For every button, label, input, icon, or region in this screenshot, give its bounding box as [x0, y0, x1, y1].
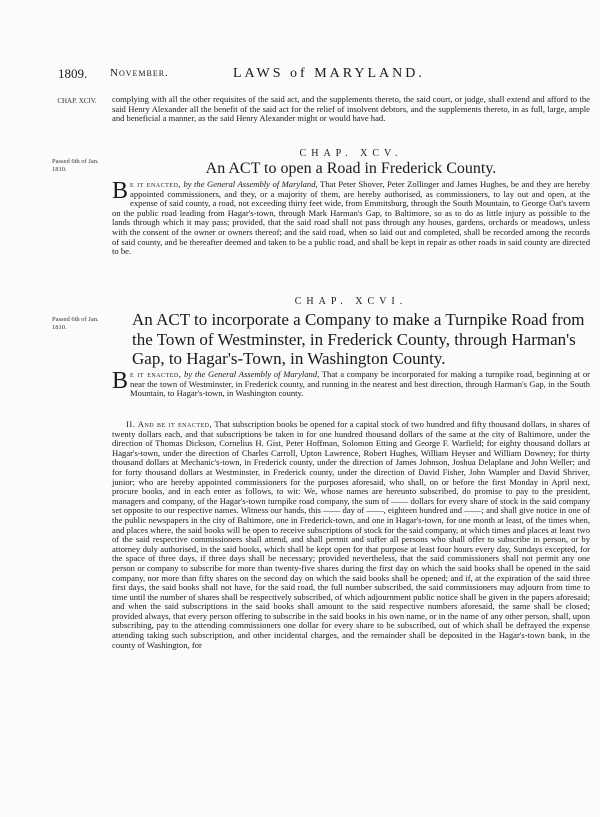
header-month: November.	[110, 67, 169, 79]
chap95-margin-note: Passed 6th of Jan. 1810.	[52, 158, 99, 173]
chap96-section2-text: That subscription books be opened for a capital stock of two hundred and fifty thousand dollars, in shares of twenty dollars each, and that subscriptions be taken in for one hundred thousand dollars of the same at the city of Baltimore, under the direction of Thomas Dickson, Cornelius H. Gist, Peter Hoffman, Solomon Etting and George F. Warfield; for eighty thousand dollars at Hagar's-town, under the direction of Charles Carroll, Upton Lawrence, Robert Hughes, William Heyser and William Downey; for thirty thousand dollars at Mechanic's-town, in Frederick county, under the direction of James Johnson, Joshua Delaplane and John Weller; and for forty thousand dollars at Westminster, in Frederick county, under the direction of David Fisher, John Wampler and David Shriver, junior; who are hereby appointed commissioners for the purposes aforesaid, who shall, on or before the first Monday in April next, procure books, and in each enter as follows, to wit: We, whose names are hereunto subscribed, do promise to pay to the president, managers and company, of the Hagar's-town turnpike road company, the sum of —— dollars for every share of stock in the said company set opposite to our respective names. Witness our hands, this —— day of ——, eighteen hundred and ——; and shall give notice in one of the public newspapers in the city of Baltimore, one in Frederick-town, and one in Hagar's-town, for one month at least, of the times when, and places where, the said books will be open to receive subscriptions of stock for the said company, at which times and places at least two of the said respective commissioners shall attend, and shall permit and suffer all persons who shall offer to subscribe in person, or by attorney duly authorised, in the said books, which shall be kept open for that purpose at least four hours every day, Sundays excepted, for the space of three days, if three days shall be necessary; provided nevertheless, that the said commissioners shall not permit any one person or company to subscribe for more than twenty-five shares during the first day on which the said books shall be opened in the said company, nor more than fifty shares on the second day on which the said books shall be opened; and if, at the expiration of the said three first days, the said books shall not have, for the said road, the full number subscribed, the said commissioners may adjourn from time to time until the number of shares shall be respectively subscribed, of which adjournment public notice shall be given in the papers aforesaid; and when the said subscriptions in the said books shall amount to the said respective numbers aforesaid, the same shall be closed; provided always, that every person offering to subscribe in the said books in his own name, or in the name of any other person, shall, upon subscribing, pay to the attending commissioners one dollar for every share to be subscribed, out of which shall be defrayed the expense attending taking such subscription, and other incidental charges, and the remainder shall be deposited in the Hagar's-town bank, in the county of Washington, for	[112, 419, 590, 650]
chap95-body-text: That Peter Shover, Peter Zollinger and James Hughes, be and they are hereby appointed commissioners, and they, or a majority of them, are hereby authorised, as commissioners, to lay out and open, at the expense of said county, a road, not exceeding thirty feet wide, from Emmitsburg, through the South Mountain, to George Oat's tavern on the public road leading from Hagar's-town, through Mark Harman's Gap, to Baltimore, so as to do as little injury as possible to the lands through which it may pass; provided, that the said road shall not pass through any houses, gardens, orchards or meadows, unless with the consent of the owner or owners thereof; and the said road, when so laid out and completed, shall be recorded among the records of said county, and be thereafter deemed and taken to be a public road, and shall be kept in repair as other roads in said county are directed to be.	[112, 179, 590, 257]
page-header	[58, 66, 578, 88]
chap96-enact-italic: by the General Assembly of Maryland,	[184, 369, 320, 379]
chap96-section2-lead: II. And be it enacted,	[126, 419, 213, 429]
chap94-text: complying with all the other requisites of the said act, and the supplements thereto, the said court, or judge, shall extend and afford to the said Henry Alexander all the benefit of the said act for the relief of insolvent debtors, and the supplements thereto, in as full, large, ample and beneficial a manner, as the said Henry Alexander might or would have had.	[112, 94, 590, 124]
chap95-enact-italic: by the General Assembly of Maryland,	[183, 179, 318, 189]
chap96-dropcap: B	[112, 368, 129, 394]
chap96-title: An ACT to incorporate a Company to make a Turnpike Road from the Town of Westminster, in Frederick County, through Harman's Gap, to Hagar's-Town, in Washington County.	[132, 310, 585, 368]
chap95-body	[112, 180, 590, 257]
chap95-heading: CHAP. XCV.	[299, 148, 403, 159]
chap96-enact-caps: e it enacted,	[130, 369, 182, 379]
chap95-enact-caps: e it enacted,	[130, 179, 181, 189]
chap96-section2	[112, 420, 590, 650]
header-year: 1809.	[58, 66, 88, 81]
chap95-title: An ACT to open a Road in Frederick County.	[205, 160, 497, 177]
chap96-margin-note: Passed 6th of Jan. 1810.	[52, 316, 99, 331]
chap96-heading: CHAP. XCVI.	[294, 296, 408, 307]
chap96-section1-text: That a company be incorporated for making a turnpike road, beginning at or near the town of Westminster, in Frederick county, and running in the nearest and best direction, through Harman's Gap, in the South Mountain, to Hagar's-town, in Washington county.	[130, 369, 590, 399]
chap96-section1	[112, 370, 590, 399]
chap94-margin-label: CHAP. XCIV.	[57, 97, 97, 105]
chap95-dropcap: B	[112, 178, 129, 204]
header-title: LAWS of MARYLAND.	[233, 66, 425, 81]
